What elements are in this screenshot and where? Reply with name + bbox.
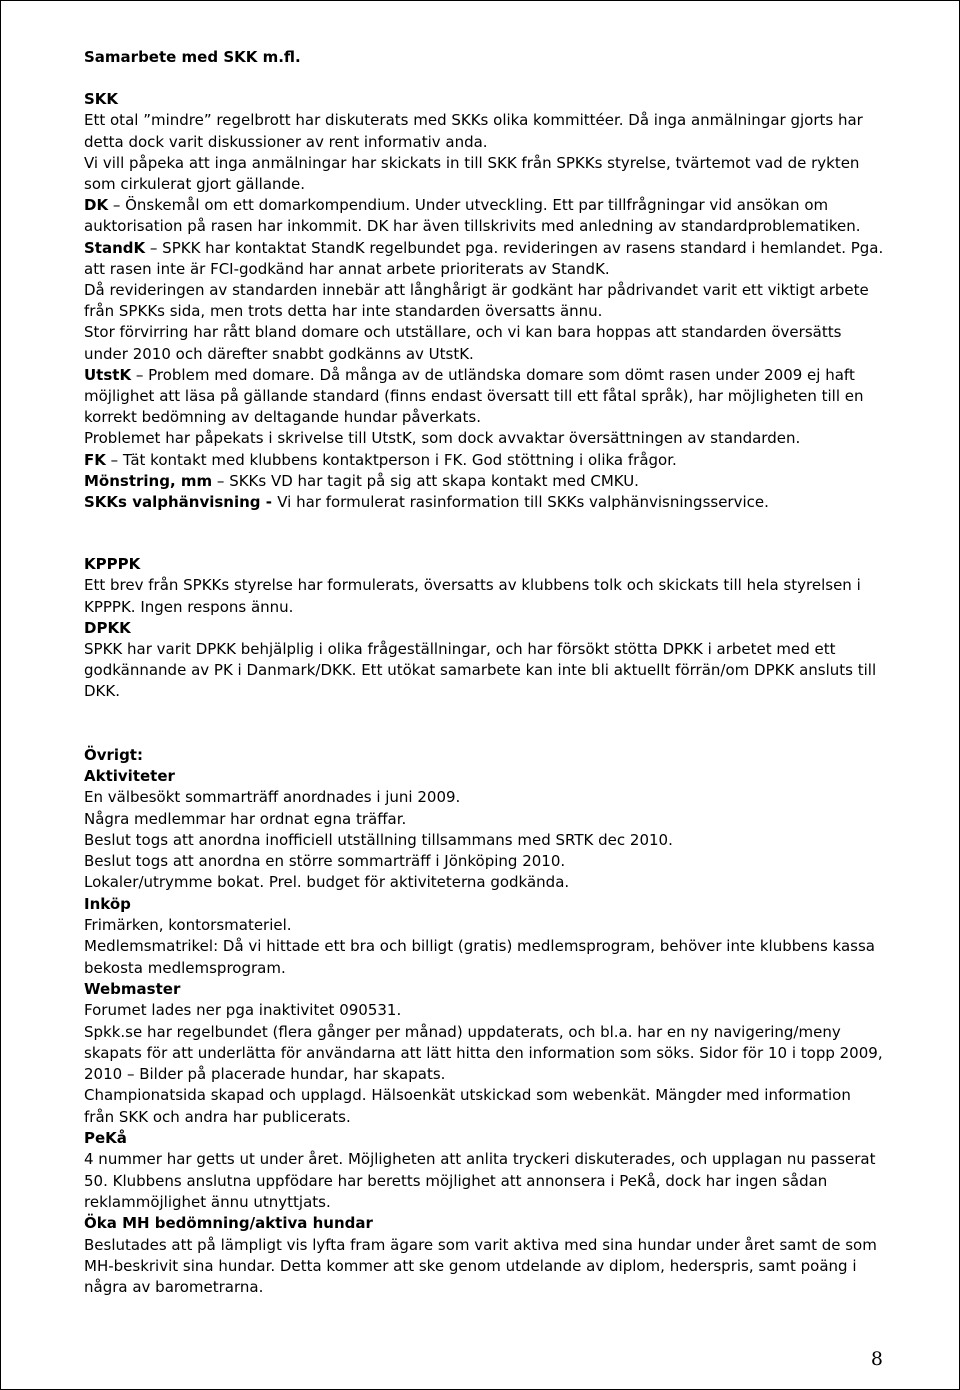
utstk-paragraph-1: [84, 365, 884, 429]
section-title: Samarbete med SKK m.fl.: [84, 48, 301, 66]
aktiviteter-line: Beslut togs att anordna inofficiell utställning tillsammans med SRTK dec 2010.: [84, 830, 673, 849]
dpkk-heading: DPKK: [84, 618, 131, 637]
skk-paragraph-1: Ett otal ”mindre” regelbrott har diskuterats med SKKs olika kommittéer. Då inga anmälningar gjorts har detta dock varit diskussioner av rent informativ anda.: [84, 111, 863, 151]
standk-paragraph-1: [84, 238, 884, 280]
page-number: 8: [870, 1348, 883, 1370]
monstring-text: – SKKs VD har tagit på sig att skapa kontakt med CMKU.: [212, 471, 639, 490]
fk-paragraph: [84, 450, 884, 471]
valphanvisning-label: SKKs valphänvisning -: [84, 493, 278, 512]
valphanvisning-text: Vi har formulerat rasinformation till SKKs valphänvisningsservice.: [277, 493, 769, 512]
skk-paragraph-2: Vi vill påpeka att inga anmälningar har skickats in till SKK från SPKKs styrelse, tvärtemot vad de rykten som cirkulerat gjort gällande.: [84, 153, 860, 194]
inkop-heading: Inköp: [84, 894, 131, 913]
section-ovrigt: [84, 745, 884, 1299]
fk-text: – Tät kontakt med klubbens kontaktperson i FK. God stöttning i olika frågor.: [105, 450, 677, 469]
inkop-line: Medlemsmatrikel: Då vi hittade ett bra och billigt (gratis) medlemsprogram, behöver inte klubbens kassa bekosta medlemsprogram.: [84, 937, 875, 977]
webmaster-heading: Webmaster: [84, 979, 181, 998]
inkop-line: Frimärken, kontorsmateriel.: [84, 916, 292, 935]
utstk-label: UtstK: [84, 365, 132, 384]
utstk-paragraph-2: Problemet har påpekats i skrivelse till UtstK, som dock avvaktar översättningen av standarden.: [84, 429, 801, 448]
monstring-label: Mönstring, mm: [84, 471, 213, 490]
standk-paragraph-3: Stor förvirring har rått bland domare och utställare, och vi kan bara hoppas att standarden översätts under 2010 och därefter snabbt godkänns av UtstK.: [84, 323, 842, 363]
fk-label: FK: [84, 450, 106, 469]
kpppk-paragraph: Ett brev från SPKKs styrelse har formulerats, översatts av klubbens tolk och skickats till hela styrelsen i KPPPK. Ingen respons ännu.: [84, 576, 861, 616]
aktiviteter-heading: Aktiviteter: [84, 766, 175, 785]
valphanvisning-paragraph: [84, 492, 884, 513]
dk-text: – Önskemål om ett domarkompendium. Under utveckling. Ett par tillfrågningar vid ansökan om auktorisation på rasen har inkommit. DK har även tillskrivits med anledning av standardproblematiken.: [84, 196, 861, 236]
monstring-paragraph: [84, 471, 884, 492]
page-content: [84, 47, 884, 1298]
aktiviteter-line: Lokaler/utrymme bokat. Prel. budget för aktiviteterna godkända.: [84, 873, 570, 892]
aktiviteter-line: Beslut togs att anordna en större sommarträff i Jönköping 2010.: [84, 852, 566, 871]
section-kpppk-dpkk: [84, 554, 884, 702]
webmaster-line: Forumet lades ner pga inaktivitet 090531.: [84, 1001, 402, 1020]
standk-label: StandK: [84, 238, 146, 257]
ovrigt-heading: Övrigt:: [84, 745, 143, 764]
peka-heading: PeKå: [84, 1129, 127, 1148]
utstk-text: – Problem med domare. Då många av de utländska domare som dömt rasen under 2009 ej haft möjlighet att läsa på gällande standard (finns endast översatt till ett fåtal språk), har möjligheten till en korrekt bedömning av deltagande hundar påverkats.: [84, 365, 864, 427]
mh-heading: Öka MH bedömning/aktiva hundar: [84, 1214, 373, 1233]
skk-heading: SKK: [84, 90, 119, 109]
mh-line: Beslutades att på lämpligt vis lyfta fram ägare som varit aktiva med sina hundar under året samt de som MH-beskrivit sina hundar. Detta kommer att ske genom utdelande av diplom, hederspris, samt poäng i några av barometrarna.: [84, 1235, 877, 1297]
dk-label: DK: [84, 196, 109, 215]
standk-text: – SPKK har kontaktat StandK regelbundet pga. revideringen av rasens standard i hemlandet. Pga. att rasen inte är FCI-godkänd har annat arbete prioriterats av StandK.: [84, 238, 884, 278]
dpkk-paragraph: SPKK har varit DPKK behjälplig i olika frågeställningar, och har försökt stötta DPKK i arbetet med ett godkännande av PK i Danmark/DKK. Ett utökat samarbete kan inte bli aktuellt förrän/om DPKK ansluts till DKK.: [84, 640, 877, 701]
dk-paragraph: [84, 195, 884, 237]
standk-paragraph-2: Då revideringen av standarden innebär att långhårigt är godkänt har pådrivandet varit ett viktigt arbete från SPKKs sida, men trots detta har inte standarden översatts ännu.: [84, 281, 869, 321]
webmaster-line: Spkk.se har regelbundet (flera gånger per månad) uppdaterats, och bl.a. har en ny navigering/meny skapats för att underlätta för användarna att lätt hitta den information som söks. Sidor för 10 i topp 2009, 2010 – Bilder på placerade hundar, har skapats.: [84, 1022, 883, 1084]
peka-line: 4 nummer har getts ut under året. Möjligheten att anlita tryckeri diskuterades, och upplagan nu passerat 50. Klubbens anslutna uppfödare har beretts möjlighet att annonsera i PeKå, dock har ingen sådan reklammöjlighet ännu utnyttjats.: [84, 1150, 876, 1211]
aktiviteter-line: Några medlemmar har ordnat egna träffar.: [84, 809, 407, 828]
webmaster-line: Championatsida skapad och upplagd. Hälsoenkät utskickad som webenkät. Mängder med information från SKK och andra har publicerats.: [84, 1086, 851, 1126]
aktiviteter-line: En välbesökt sommarträff anordnades i juni 2009.: [84, 788, 461, 807]
kpppk-heading: KPPPK: [84, 555, 141, 574]
section-samarbete: [84, 47, 884, 513]
